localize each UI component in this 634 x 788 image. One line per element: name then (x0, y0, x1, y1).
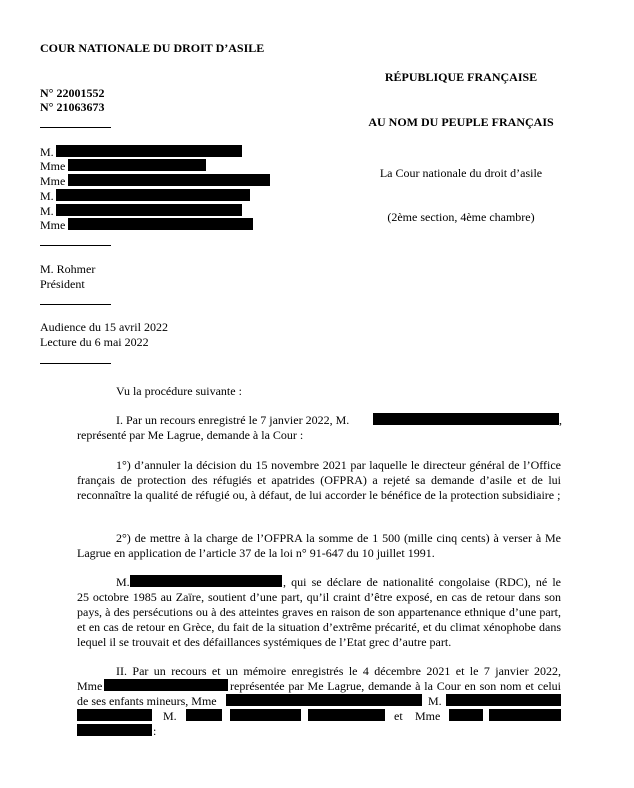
redaction (373, 413, 559, 425)
reading-date: Lecture du 6 mai 2022 (40, 335, 149, 349)
redaction (56, 204, 242, 216)
republic-heading: RÉPUBLIQUE FRANÇAISE (384, 70, 538, 84)
party-label: Mme (40, 159, 66, 173)
redaction (130, 575, 282, 587)
redaction (68, 159, 206, 171)
p5-m1: M. (163, 709, 177, 723)
redaction (186, 709, 222, 721)
divider (40, 245, 111, 246)
divider (40, 127, 111, 128)
redaction (56, 145, 242, 157)
p1-comma: , (559, 413, 562, 427)
redaction (230, 709, 301, 721)
redaction (308, 709, 385, 721)
paragraph-text: 25 octobre 1985 au Zaïre, soutient d’une part, qu’il craint d’être exposé, en cas de retour dans son pays, à des persécutions ou à des atteintes graves en raison de son appartenance ethnique d’une part, et en cas de retour en Grèce, du fait de la situation d’extrême précarité, et du climat xénophobe dans lequel il se trouvait et des défaillances systémiques de l’Etat grec d’autre part. (77, 590, 561, 649)
party-label: M. (40, 204, 54, 218)
paragraph-annulment (77, 458, 561, 503)
section-line: (2ème section, 4ème chambre) (387, 210, 535, 224)
president-name: M. Rohmer (40, 262, 96, 276)
redaction (56, 189, 250, 201)
p4-label: M. (116, 575, 130, 589)
p4-text: , qui se déclare de nationalité congolaise (RDC), né le (283, 575, 561, 589)
hearing-date: Audience du 15 avril 2022 (40, 320, 168, 334)
p5-m2: M. (428, 694, 442, 708)
redaction (68, 174, 270, 186)
p5-text: II. Par un recours et un mémoire enregistrés le 4 décembre 2021 et le 7 janvier 2022, (116, 664, 561, 678)
court-line: La Cour nationale du droit d’asile (379, 166, 543, 180)
case-number-2: N° 21063673 (40, 100, 105, 114)
p5-text-3: de ses enfants mineurs, Mme (77, 694, 217, 708)
paragraph-text: 2°) de mettre à la charge de l’OFPRA la somme de 1 500 (mille cinq cents) à verser à Me Lagrue en application de l’article 37 de la loi n° 91-647 du 10 juillet 1991. (77, 531, 561, 560)
court-name: COUR NATIONALE DU DROIT D’ASILE (40, 41, 265, 55)
intro-line: Vu la procédure suivante : (116, 384, 242, 398)
president-title: Président (40, 277, 85, 291)
p5-text-2: représentée par Me Lagrue, demande à la Cour en son nom et celui (230, 679, 561, 693)
people-heading: AU NOM DU PEUPLE FRANÇAIS (368, 115, 554, 129)
p5-et: et (394, 709, 403, 723)
redaction (77, 724, 152, 736)
p1-text-2: représenté par Me Lagrue, demande à la Cour : (77, 428, 304, 442)
redaction (68, 218, 253, 230)
redaction (77, 709, 152, 721)
paragraph-claims (77, 590, 561, 650)
party-label: Mme (40, 218, 66, 232)
party-label: M. (40, 189, 54, 203)
case-number-1: N° 22001552 (40, 86, 105, 100)
p5-colon: : (153, 724, 157, 738)
paragraph-text: 1°) d’annuler la décision du 15 novembre 2021 par laquelle le directeur général de l’Office français de protection des réfugiés et apatrides (OFPRA) a rejeté sa demande d’asile et de lui reconnaître la qualité de réfugié ou, à défaut, de lui accorder le bénéfice de la protection subsidiaire ; (77, 458, 561, 502)
party-label: Mme (40, 174, 66, 188)
p5-mme2: Mme (415, 709, 441, 723)
p5-mme: Mme (77, 679, 103, 693)
redaction (226, 694, 422, 706)
divider (40, 304, 111, 305)
redaction (489, 709, 561, 721)
divider (40, 363, 111, 364)
redaction (449, 709, 483, 721)
redaction (446, 694, 561, 706)
party-label: M. (40, 145, 54, 159)
p1-text: I. Par un recours enregistré le 7 janvier 2022, M. (116, 413, 350, 427)
redaction (104, 679, 228, 691)
paragraph-costs (77, 531, 561, 561)
